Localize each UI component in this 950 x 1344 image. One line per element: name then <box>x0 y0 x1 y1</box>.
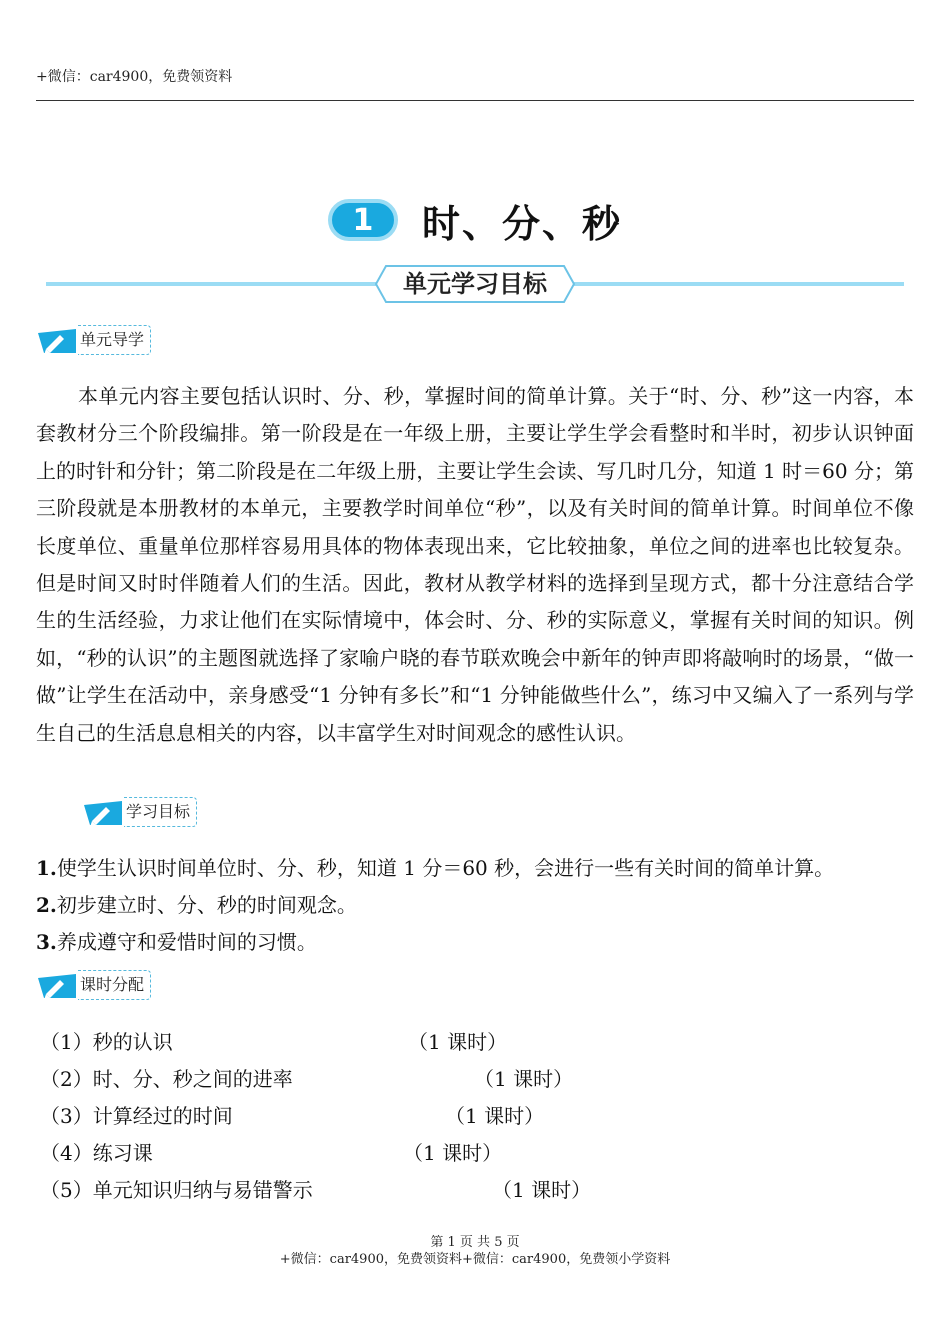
lesson-schedule <box>40 1024 920 1209</box>
schedule-lesson-name: （1）秒的认识 <box>40 1030 173 1054</box>
goal-item: 1.使学生认识时间单位时、分、秒，知道 1 分＝60 秒，会进行一些有关时间的简单计算。 <box>36 856 835 880</box>
unit-title-row <box>0 190 950 250</box>
section-label-text: 单元导学 <box>78 325 151 355</box>
schedule-lesson-hours: （1 课时） <box>403 1141 503 1165</box>
intro-paragraph: 本单元内容主要包括认识时、分、秒，掌握时间的简单计算。关于“时、分、秒”这一内容，本套教材分三个阶段编排。第一阶段是在一年级上册，主要让学生学会看整时和半时，初步认识钟面上的时针和分针；第二阶段是在二年级上册，主要让学生会读、写几时几分，知道 1 时＝60 分；第三阶段就是本册教材的本单元，主要教学时间单位“秒”，以及有关时间的简单计算。时间单位不像长度单位、重量单位那样容易用具体的物体表现出来，它比较抽象，单位之间的进率也比较复杂。但是时间又时时伴随着人们的生活。因此，教材从教学材料的选择到呈现方式，都十分注意结合学生的生活经验，力求让他们在实际情境中，体会时、分、秒的实际意义，掌握有关时间的知识。例如，“秒的认识”的主题图就选择了家喻户晓的春节联欢晚会中新年的钟声即将敲响时的场景，“做一做”让学生在活动中，亲身感受“1 分钟有多长”和“1 分钟能做些什么”，练习中又编入了一系列与学生自己的生活息息相关的内容，以丰富学生对时间观念的感性认识。 <box>36 384 914 745</box>
pen-icon <box>36 327 80 355</box>
schedule-lesson-name: （5）单元知识归纳与易错警示 <box>40 1178 313 1202</box>
schedule-row <box>40 1098 920 1135</box>
unit-number-badge: 1 <box>328 199 398 241</box>
pen-icon <box>36 972 80 1000</box>
unit-title: 时、分、秒 <box>421 201 622 246</box>
section-label-text: 课时分配 <box>78 970 151 1000</box>
footer-note: +微信：car4900，免费领资料+微信：car4900，免费领小学资料 <box>279 1252 671 1267</box>
section-label-text: 学习目标 <box>124 797 197 827</box>
goal-item: 3.养成遵守和爱惜时间的习惯。 <box>36 930 317 954</box>
schedule-row <box>40 1024 920 1061</box>
pen-icon <box>82 799 126 827</box>
page-number: 第 1 页 共 5 页 <box>430 1235 520 1250</box>
learning-goals-list <box>36 850 916 961</box>
schedule-lesson-name: （3）计算经过的时间 <box>40 1104 233 1128</box>
header-rule <box>36 100 914 101</box>
schedule-lesson-hours: （1 课时） <box>474 1067 574 1091</box>
schedule-lesson-hours: （1 课时） <box>492 1178 592 1202</box>
unit-goal-banner <box>46 262 904 306</box>
schedule-lesson-name: （4）练习课 <box>40 1141 153 1165</box>
schedule-lesson-name: （2）时、分、秒之间的进率 <box>40 1067 293 1091</box>
goal-item: 2.初步建立时、分、秒的时间观念。 <box>36 893 357 917</box>
schedule-lesson-hours: （1 课时） <box>408 1030 508 1054</box>
unit-goal-banner-text: 单元学习目标 <box>403 270 547 298</box>
schedule-row <box>40 1172 920 1209</box>
schedule-row <box>40 1135 920 1172</box>
schedule-lesson-hours: （1 课时） <box>445 1104 545 1128</box>
header-note: +微信：car4900，免费领资料 <box>36 69 233 85</box>
schedule-row <box>40 1061 920 1098</box>
